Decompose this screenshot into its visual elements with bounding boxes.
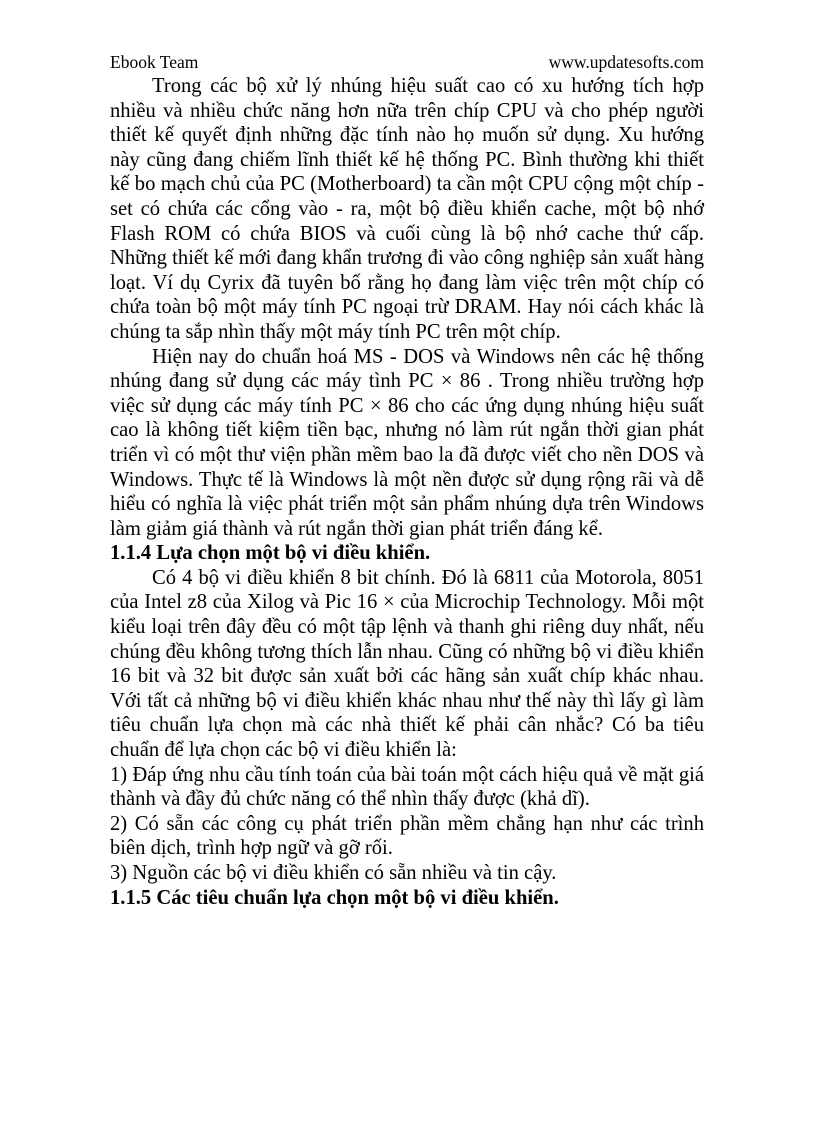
list-item-2: 2) Có sẵn các công cụ phát triển phần mềm chẳng hạn như các trình biên dịch, trình hợp ngữ và gỡ rối. (110, 812, 704, 860)
paragraph-2: Hiện nay do chuẩn hoá MS - DOS và Windows nên các hệ thống nhúng đang sử dụng các máy tình PC × 86 . Trong nhiều trường hợp việc sử dụng các máy tính PC × 86 cho các ứng dụng nhúng hiệu suất cao là không tiết kiệm tiền bạc, nhưng nó làm rút ngắn thời gian phát triển vì có một thư viện phần mềm bao la đã được viết cho nền DOS và Windows. Thực tế là Windows là một nền được sử dụng rộng rãi và dễ hiểu có nghĩa là việc phát triển một sản phẩm nhúng dựa trên Windows làm giảm giá thành và rút ngắn thời gian phát triển đáng kể. (110, 345, 704, 540)
paragraph-1: Trong các bộ xử lý nhúng hiệu suất cao có xu hướng tích hợp nhiều và nhiều chức năng hơn nữa trên chíp CPU và cho phép người thiết kế quyết định những đặc tính nào họ muốn sử dụng. Xu hướng này cũng đang chiếm lĩnh thiết kế hệ thống PC. Bình thường khi thiết kế bo mạch chủ của PC (Motherboard) ta cần một CPU cộng một chíp - set có chứa các cổng vào - ra, một bộ điều khiển cache, một bộ nhớ Flash ROM có chứa BIOS và cuối cùng là bộ nhớ cache thứ cấp. Những thiết kế mới đang khẩn trương đi vào công nghiệp sản xuất hàng loạt. Ví dụ Cyrix đã tuyên bố rằng họ đang làm việc trên một chíp có chứa toàn bộ một máy tính PC ngoại trừ DRAM. Hay nói cách khác là chúng ta sắp nhìn thấy một máy tính PC trên một chíp. (110, 75, 704, 343)
header-left: Ebook Team (110, 52, 199, 72)
paragraph-3: Có 4 bộ vi điều khiển 8 bit chính. Đó là 6811 của Motorola, 8051 của Intel z8 của Xilog và Pic 16 × của Microchip Technology. Mỗi một kiểu loại trên đây đều có một tập lệnh và thanh ghi riêng duy nhất, nếu chúng đều không tương thích lẫn nhau. Cũng có những bộ vi điều khiển 16 bit và 32 bit được sản xuất bởi các hãng sản xuất chíp khác nhau. Với tất cả những bộ vi điều khiển khác nhau như thế này thì lấy gì làm tiêu chuẩn lựa chọn mà các nhà thiết kế phải cân nhắc? Có ba tiêu chuẩn để lựa chọn các bộ vi điều khiển là: (110, 566, 704, 762)
section-heading-1-1-4: 1.1.4 Lựa chọn một bộ vi điều khiển. (110, 542, 431, 565)
page-header (110, 50, 704, 74)
body-text (110, 74, 704, 910)
header-right: www.updatesofts.com (548, 52, 704, 72)
list-item-3: 3) Nguồn các bộ vi điều khiển có sẵn nhiều và tin cậy. (110, 862, 557, 884)
list-item-1: 1) Đáp ứng nhu cầu tính toán của bài toán một cách hiệu quả về mặt giá thành và đầy đủ chức năng có thể nhìn thấy được (khả dĩ). (110, 763, 704, 811)
document-page (110, 50, 704, 910)
section-heading-1-1-5: 1.1.5 Các tiêu chuẩn lựa chọn một bộ vi điều khiển. (110, 886, 559, 909)
